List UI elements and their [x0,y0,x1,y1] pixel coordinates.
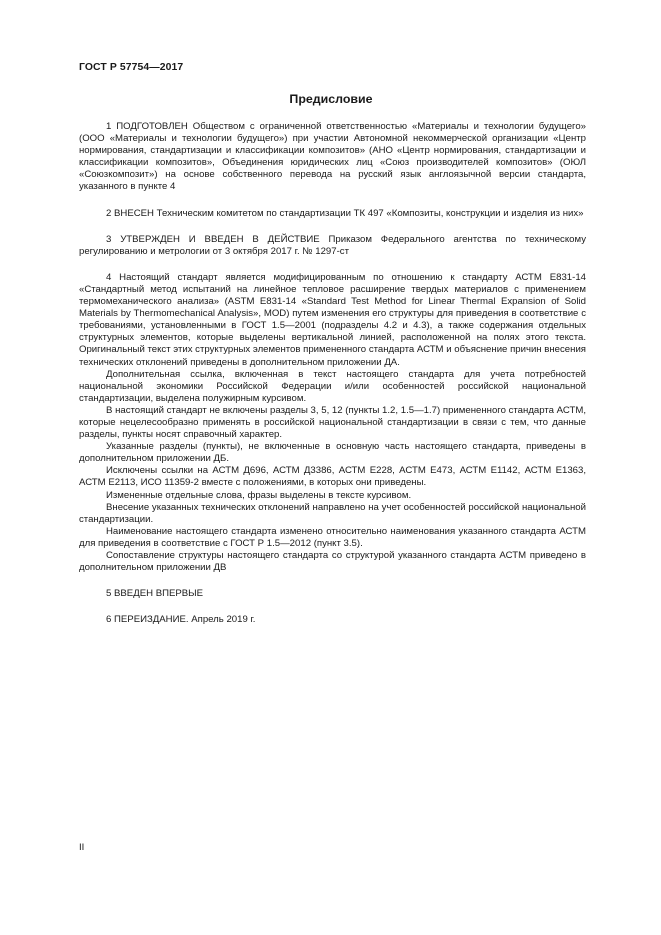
paragraph-5-introduced: 5 ВВЕДЕН ВПЕРВЫЕ [106,588,204,600]
paragraph-excluded-sections: В настоящий стандарт не включены разделы 3, 5, 12 (пункты 1.2, 1.5—1.7) примененного стандарта АСТМ, которые нецелесообразно применять в российской национальной стандартизации в связи с тем, что данные разделы, пункты носят справочный характер. [79,404,586,441]
paragraph-italic-note: Измененные отдельные слова, фразы выделены в тексте курсивом. [106,489,412,501]
page-title: Предисловие [289,92,373,106]
paragraph-4-modified: 4 Настоящий стандарт является модифицированным по отношению к стандарту АСТМ Е831-14 «Стандартный метод испытаний на линейное тепловое расширение твердых материалов с применением термомеханического анализа» (ASTM E831-14 «Standard Test Method for Linear Thermal Expansion of Solid Materials by Thermomechanical Analysis», MOD) путем изменения его структуры для приведения в соответствие с требованиями, установленными в ГОСТ 1.5—2001 (подразделы 4.2 и 4.3), а также содержания отдельных структурных элементов, которые выделены вертикальной линией, расположенной на полях этого текста. Оригинальный текст этих структурных элементов примененного стандарта АСТМ и объяснение причин внесения технических отклонений приведены в дополнительном приложении ДА. [79,271,586,368]
paragraph-6-reissue: 6 ПЕРЕИЗДАНИЕ. Апрель 2019 г. [106,614,256,626]
paragraph-2-submitted: 2 ВНЕСЕН Техническим комитетом по стандартизации ТК 497 «Композиты, конструкции и изделия из них» [106,207,584,219]
paragraph-deviations: Внесение указанных технических отклонений направлено на учет особенностей российской национальной стандартизации. [79,501,586,525]
paragraph-3-approved: 3 УТВЕРЖДЕН И ВВЕДЕН В ДЕЙСТВИЕ Приказом Федерального агентства по техническому регулированию и метрологии от 3 октября 2017 г. № 1297-ст [79,233,586,257]
paragraph-additional-reference: Дополнительная ссылка, включенная в текст настоящего стандарта для учета потребностей национальной экономики Российской Федерации и/или особенностей российской национальной стандартизации, выделена полужирным курсивом. [79,368,586,404]
paragraph-structure-comparison: Сопоставление структуры настоящего стандарта со структурой указанного стандарта АСТМ приведено в дополнительном приложении ДВ [79,550,586,574]
document-code: ГОСТ Р 57754—2017 [79,62,184,73]
preface-body [79,121,586,626]
page-number: II [79,842,85,853]
paragraph-sections-appendix: Указанные разделы (пункты), не включенные в основную часть настоящего стандарта, приведены в дополнительном приложении ДБ. [79,441,586,465]
paragraph-name-change: Наименование настоящего стандарта изменено относительно наименования указанного стандарта АСТМ для приведения в соответствие с ГОСТ Р 1.5—2012 (пункт 3.5). [79,525,586,549]
paragraph-excluded-references: Исключены ссылки на АСТМ Д696, АСТМ Д3386, АСТМ Е228, АСТМ Е473, АСТМ Е1142, АСТМ Е1363, АСТМ Е2113, ИСО 11359-2 вместе с положениями, в которых они приведены. [79,465,586,489]
paragraph-1-prepared: 1 ПОДГОТОВЛЕН Обществом с ограниченной ответственностью «Материалы и технологии будущего» (ООО «Материалы и технологии будущего») при участии Автономной некоммерческой организации «Центр нормирования, стандартизации и классификации композитов» (АНО «Центр нормирования, стандартизации и классификации композитов», Объединения юридических лиц «Союз производителей композитов» (ОЮЛ «Союзкомпозит») на основе собственного перевода на русский язык англоязычной версии стандарта, указанного в пункте 4 [79,121,586,193]
